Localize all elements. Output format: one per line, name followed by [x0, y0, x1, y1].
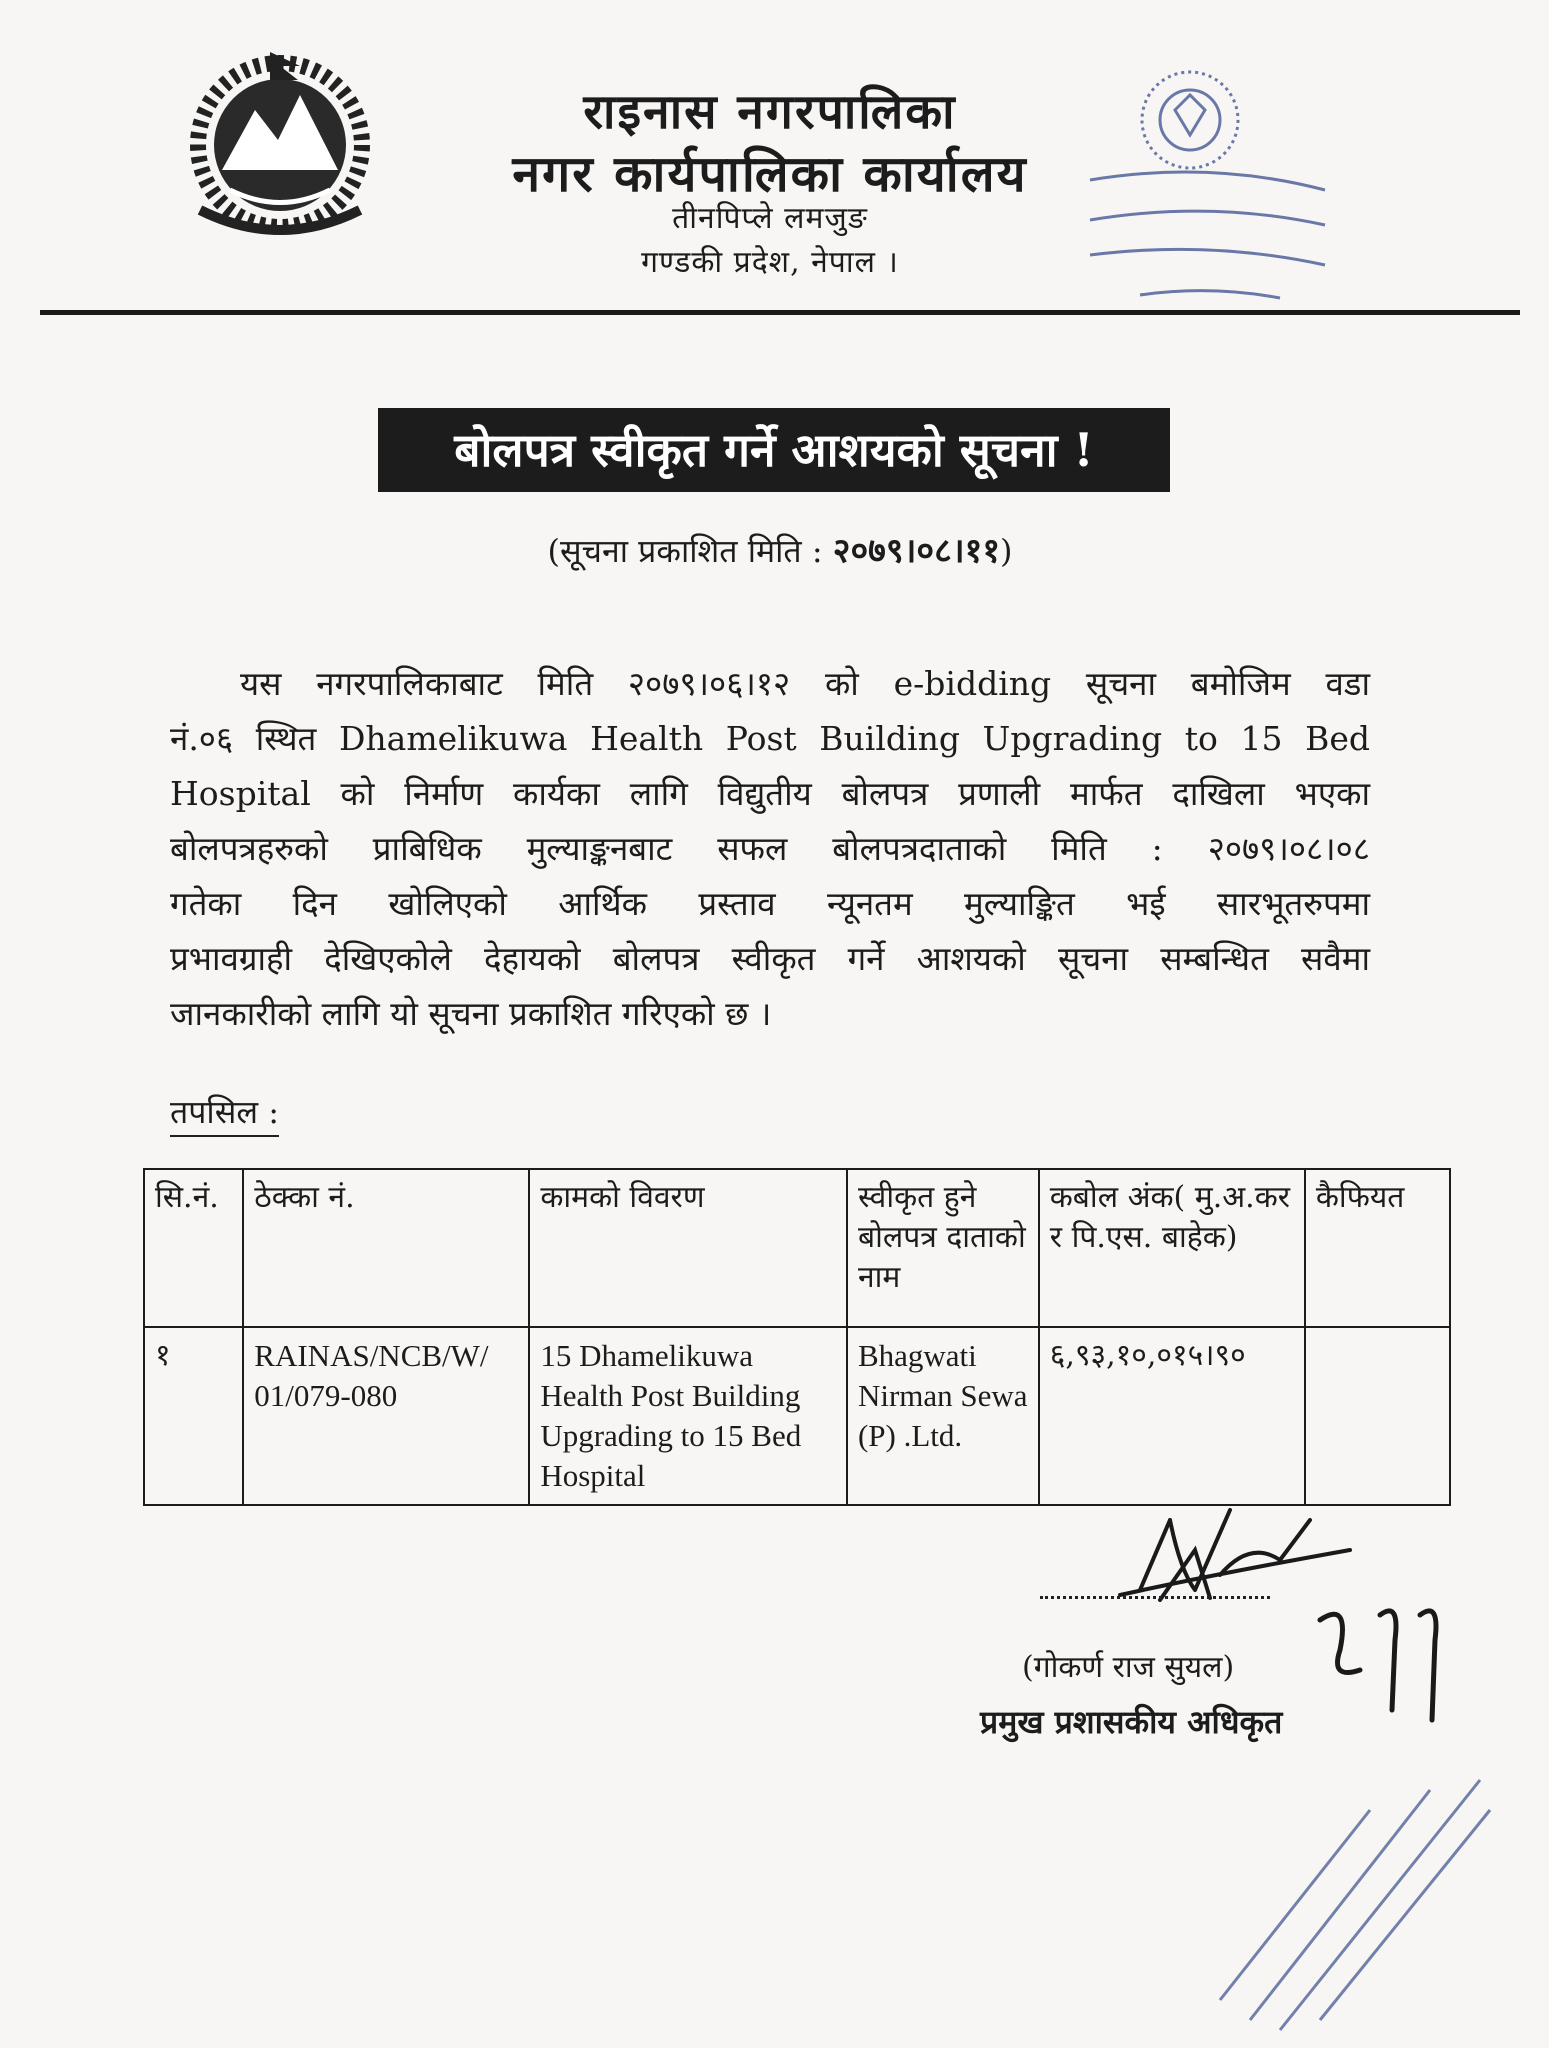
- header-bid-amount: कबोल अंक( मु.अ.कर र पि.एस. बाहेक): [1039, 1169, 1305, 1327]
- header-work-description: कामको विवरण: [529, 1169, 847, 1327]
- cell-remarks: [1305, 1327, 1450, 1505]
- body-line-3: Hospital को निर्माण कार्यका लागि विद्युतीय बोलपत्र प्रणाली मार्फत दाखिला भएका: [170, 774, 1370, 813]
- cell-serial: १: [144, 1327, 243, 1505]
- table-row: [144, 1327, 1450, 1505]
- notice-title: बोलपत्र स्वीकृत गर्ने आशयको सूचना !: [378, 408, 1170, 492]
- body-line-7: जानकारीको लागि यो सूचना प्रकाशित गरिएको छ ।: [170, 994, 772, 1033]
- officer-stamp-icon: [1190, 1720, 1530, 2040]
- letterhead-rule: [40, 310, 1520, 315]
- body-line-5: गतेका दिन खोलिएको आर्थिक प्रस्ताव न्यूनतम मुल्याङ्कित भई सारभूतरुपमा: [170, 884, 1370, 923]
- publication-date-close: ): [1000, 532, 1013, 570]
- header-contract-no: ठेक्का नं.: [243, 1169, 529, 1327]
- body-line-1: यस नगरपालिकाबाट मिति २०७९।०६।१२ को e-bidding सूचना बमोजिम वडा: [240, 664, 1370, 703]
- cell-bidder-name: Bhagwati Nirman Sewa (P) .Ltd.: [847, 1327, 1039, 1505]
- office-province: गण्डकी प्रदेश, नेपाल ।: [641, 245, 899, 280]
- header-remarks: कैफियत: [1305, 1169, 1450, 1327]
- body-line-4: बोलपत्रहरुको प्राबिधिक मुल्याङ्कनबाट सफल बोलपत्रदाताको मिति : २०७९।०८।०८: [170, 829, 1370, 868]
- body-line-2: नं.०६ स्थित Dhamelikuwa Health Post Building Upgrading to 15 Bed: [170, 719, 1370, 758]
- cell-contract-no: RAINAS/NCB/W/ 01/079-080: [243, 1327, 529, 1505]
- office-seal-icon: [1080, 40, 1330, 310]
- award-table: [143, 1168, 1451, 1506]
- cell-bid-amount: ६,९३,१०,०१५।९०: [1039, 1327, 1305, 1505]
- publication-date: २०७९।०८।११: [832, 531, 1000, 571]
- cell-work-description: 15 Dhamelikuwa Health Post Building Upgrading to 15 Bed Hospital: [529, 1327, 847, 1505]
- table-header-row: [144, 1169, 1450, 1327]
- details-label: तपसिल :: [170, 1090, 279, 1137]
- publication-date-line: [480, 526, 1080, 572]
- header-bidder-name: स्वीकृत हुने बोलपत्र दाताको नाम: [847, 1169, 1039, 1327]
- publication-date-label: (सूचना प्रकाशित मिति :: [547, 532, 833, 570]
- signature-line: [1040, 1596, 1270, 1599]
- municipality-emblem-icon: [160, 40, 400, 250]
- body-line-6: प्रभावग्राही देखिएकोले देहायको बोलपत्र स्वीकृत गर्ने आशयको सूचना सम्बन्धित सवैमा: [170, 939, 1370, 978]
- office-name: नगर कार्यपालिका कार्यालय: [512, 144, 1028, 203]
- signatory-designation: प्रमुख प्रशासकीय अधिकृत: [980, 1703, 1283, 1741]
- office-place: तीनपिप्ले लमजुङ: [672, 201, 868, 236]
- municipality-name: राइनास नगरपालिका: [583, 84, 957, 140]
- header-serial: सि.नं.: [144, 1169, 243, 1327]
- signatory-name: (गोकर्ण राज सुयल): [1022, 1650, 1235, 1685]
